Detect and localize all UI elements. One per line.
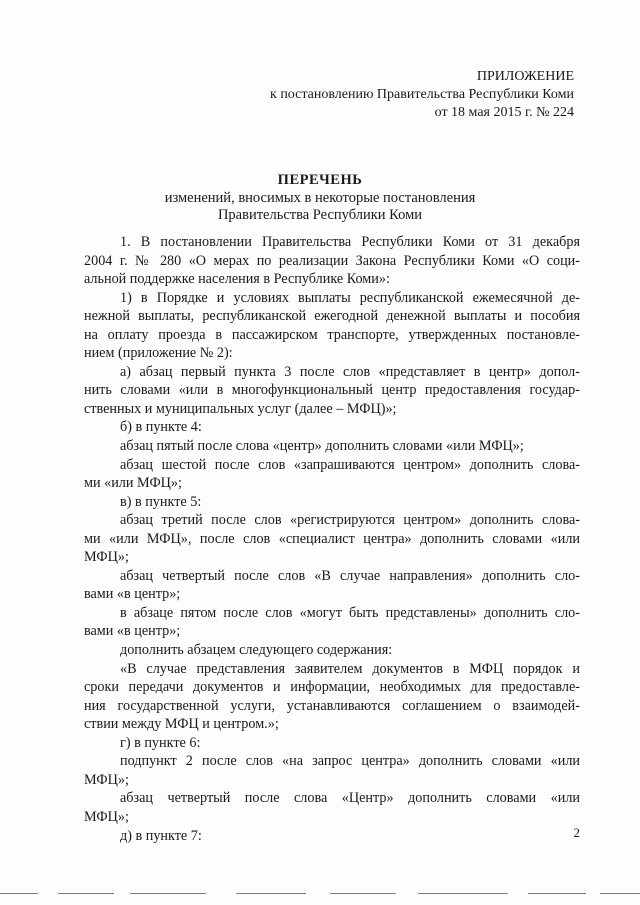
body-line: 1. В постановлении Правительства Республики Коми от 31 декабря [120, 234, 580, 250]
body-line: абзац четвертый после слова «Центр» дополнить словами «или [120, 790, 580, 807]
scan-edge-line [528, 893, 586, 894]
scan-edge-line [236, 893, 306, 894]
document-subtitle-line-2: Правительства Республики Коми [217, 207, 423, 223]
body-line: в абзаце пятом после слов «могут быть представлены» дополнить сло- [120, 604, 580, 621]
body-line: МФЦ»; [84, 808, 129, 825]
body-line: на оплату проезда в пассажирском транспорте, утвержденных постановле- [84, 326, 580, 343]
body-line: д) в пункте 7: [120, 827, 202, 844]
body-line: 2004 г. № 280 «О мерах по реализации Закона Республики Коми «О соци- [84, 252, 580, 269]
page-number: 2 [573, 825, 580, 840]
scan-edge-line [418, 893, 508, 894]
body-line: нежной выплаты, республиканской ежегодной денежной выплаты и пособия [84, 308, 580, 325]
appendix-resolution-date: от 18 мая 2015 г. № 224 [434, 105, 574, 120]
document-subtitle-line-1: изменений, вносимых в некоторые постановления [164, 190, 476, 206]
body-line: абзац третий после слов «регистрируются центром» дополнить слова- [120, 512, 580, 529]
document-title: ПЕРЕЧЕНЬ [277, 172, 363, 188]
scan-edge-line [58, 893, 114, 894]
body-line: абзац четвертый после слов «В случае направления» дополнить сло- [120, 567, 580, 584]
body-line: альной поддержке населения в Республике Коми»: [84, 271, 390, 288]
body-line: МФЦ»; [84, 549, 129, 566]
scan-edge-line [330, 893, 396, 894]
scan-edge-line [0, 893, 38, 894]
body-line: ственных и муниципальных услуг (далее – МФЦ)»; [84, 400, 397, 417]
scan-edge-line [600, 893, 640, 894]
body-line: ния государственной услуги, устанавливаются соглашением о взаимодей- [84, 697, 580, 714]
body-line: в) в пункте 5: [120, 493, 202, 510]
appendix-label: ПРИЛОЖЕНИЕ [476, 69, 574, 84]
body-line: абзац пятый после слова «центр» дополнить словами «или МФЦ»; [120, 438, 524, 455]
body-line: «В случае представления заявителем документов в МФЦ порядок и [120, 660, 580, 677]
body-line: г) в пункте 6: [120, 734, 201, 751]
body-line: вами «в центр»; [84, 586, 181, 603]
body-line: нием (приложение № 2): [84, 345, 233, 362]
body-line: ствии между МФЦ и центром.»; [84, 716, 279, 733]
document-body [84, 233, 580, 845]
body-line: дополнить абзацем следующего содержания: [120, 642, 393, 659]
body-line: ми «или МФЦ»; [84, 475, 182, 492]
body-line: абзац шестой после слов «запрашиваются центром» дополнить слова- [120, 456, 580, 473]
body-line: 1) в Порядке и условиях выплаты республиканской ежемесячной де- [120, 289, 580, 306]
scan-edge-line [130, 893, 206, 894]
body-line: подпункт 2 после слов «на запрос центра» дополнить словами «или [120, 753, 580, 770]
body-line: ми «или МФЦ», после слов «специалист центра» дополнить словами «или [84, 530, 580, 547]
body-line: вами «в центр»; [84, 623, 181, 640]
appendix-resolution-ref: к постановлению Правительства Республики Коми [270, 87, 574, 102]
body-line: МФЦ»; [84, 771, 129, 788]
body-line: сроки передачи документов и информации, необходимых для предоставле- [84, 679, 580, 696]
body-line: нить словами «или в многофункциональный центр предоставления государ- [84, 382, 580, 399]
body-line: а) абзац первый пункта 3 после слов «представляет в центр» допол- [120, 363, 580, 380]
body-line: б) в пункте 4: [120, 419, 202, 436]
